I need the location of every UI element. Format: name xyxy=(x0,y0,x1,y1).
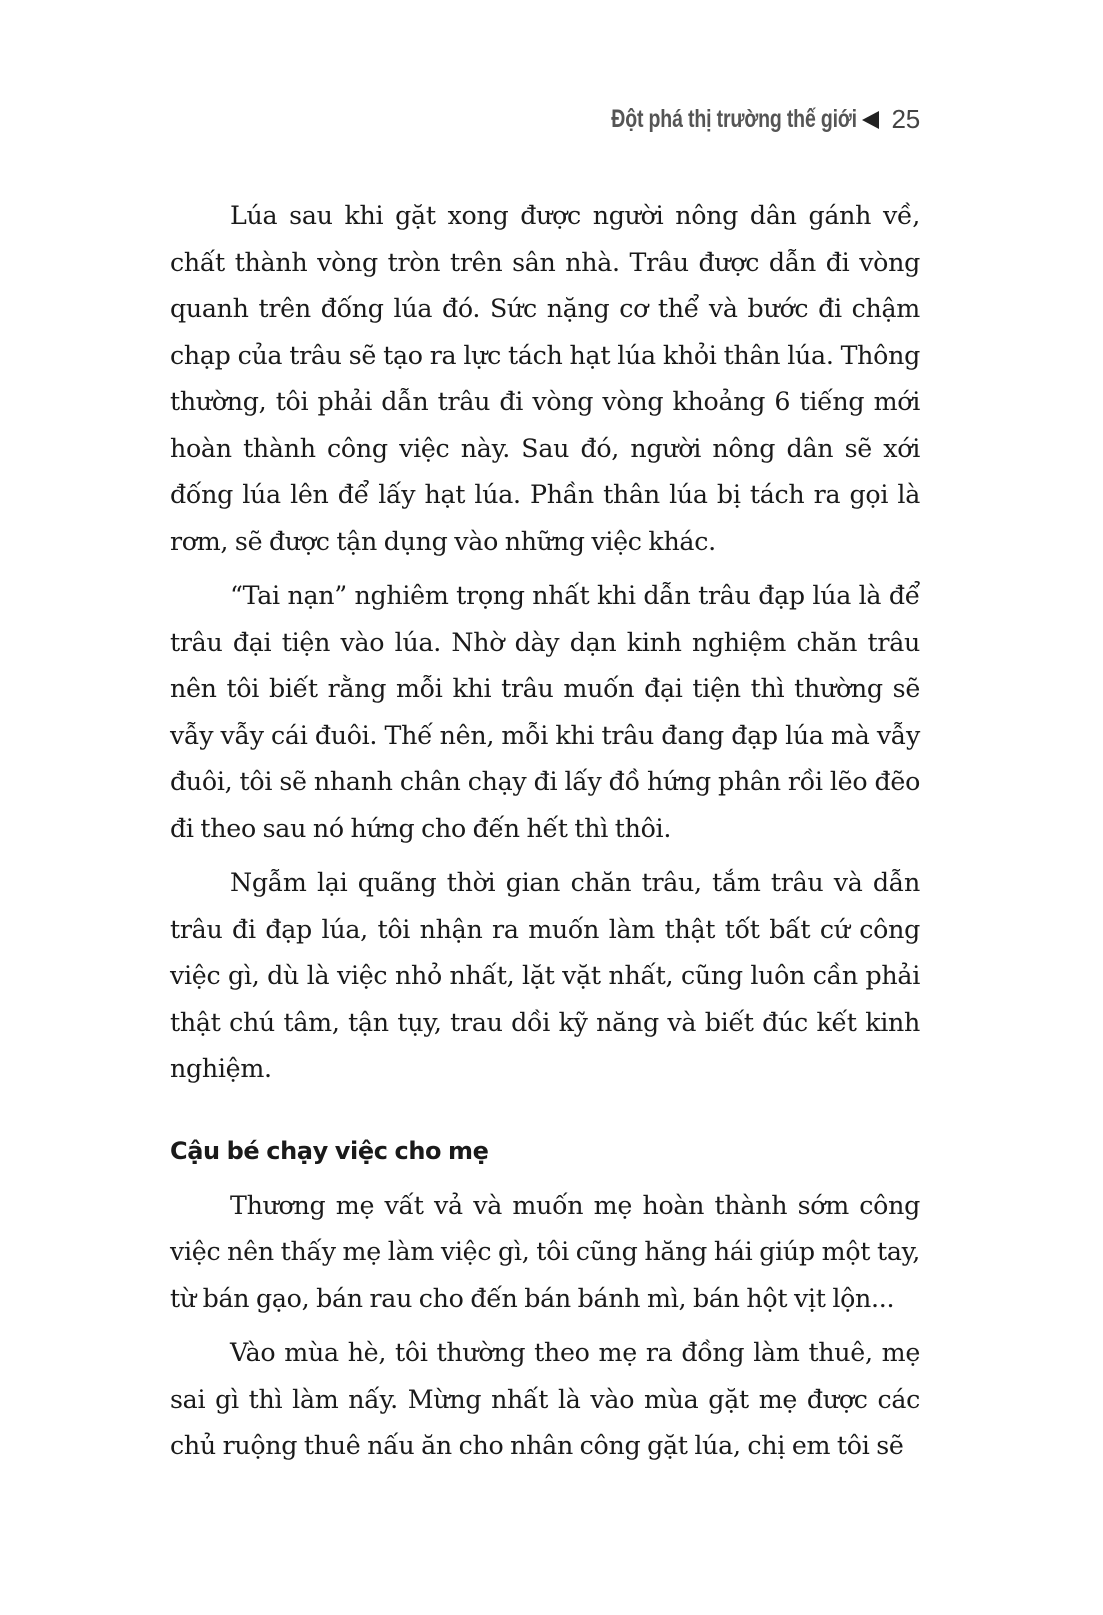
left-arrow-icon xyxy=(862,111,879,129)
page-body xyxy=(170,193,920,1478)
running-title: Đột phá thị trường thế giới xyxy=(610,105,857,133)
paragraph: Vào mùa hè, tôi thường theo mẹ ra đồng làm thuê, mẹ sai gì thì làm nấy. Mừng nhất là vào mùa gặt mẹ được các chủ ruộng thuê nấu ăn cho nhân công gặt lúa, chị em tôi sẽ xyxy=(170,1338,920,1460)
section-heading: Cậu bé chạy việc cho mẹ xyxy=(170,1136,489,1165)
paragraph: Ngẫm lại quãng thời gian chăn trâu, tắm trâu và dẫn trâu đi đạp lúa, tôi nhận ra muốn làm thật tốt bất cứ công việc gì, dù là việc nhỏ nhất, lặt vặt nhất, cũng luôn cần phải thật chú tâm, tận tụy, trau dồi kỹ năng và biết đúc kết kinh nghiệm. xyxy=(170,868,920,1083)
paragraph: Lúa sau khi gặt xong được người nông dân gánh về, chất thành vòng tròn trên sân nhà. Trâu được dẫn đi vòng quanh trên đống lúa đó. Sức nặng cơ thể và bước đi chậm chạp của trâu sẽ tạo ra lực tách hạt lúa khỏi thân lúa. Thông thường, tôi phải dẫn trâu đi vòng vòng khoảng 6 tiếng mới hoàn thành công việc này. Sau đó, người nông dân sẽ xới đống lúa lên để lấy hạt lúa. Phần thân lúa bị tách ra gọi là rơm, sẽ được tận dụng vào những việc khác. xyxy=(170,201,920,556)
paragraph: Thương mẹ vất vả và muốn mẹ hoàn thành sớm công việc nên thấy mẹ làm việc gì, tôi cũng hăng hái giúp một tay, từ bán gạo, bán rau cho đến bán bánh mì, bán hột vịt lộn... xyxy=(170,1190,920,1313)
running-header xyxy=(542,104,920,135)
paragraph: “Tai nạn” nghiêm trọng nhất khi dẫn trâu đạp lúa là để trâu đại tiện vào lúa. Nhờ dày dạn kinh nghiệm chăn trâu nên tôi biết rằng mỗi khi trâu muốn đại tiện thì thường sẽ vẫy vẫy cái đuôi. Thế nên, mỗi khi trâu đang đạp lúa mà vẫy đuôi, tôi sẽ nhanh chân chạy đi lấy đồ hứng phân rồi lẽo đẽo đi theo sau nó hứng cho đến hết thì thôi. xyxy=(170,581,920,843)
page-number: 25 xyxy=(891,104,920,134)
